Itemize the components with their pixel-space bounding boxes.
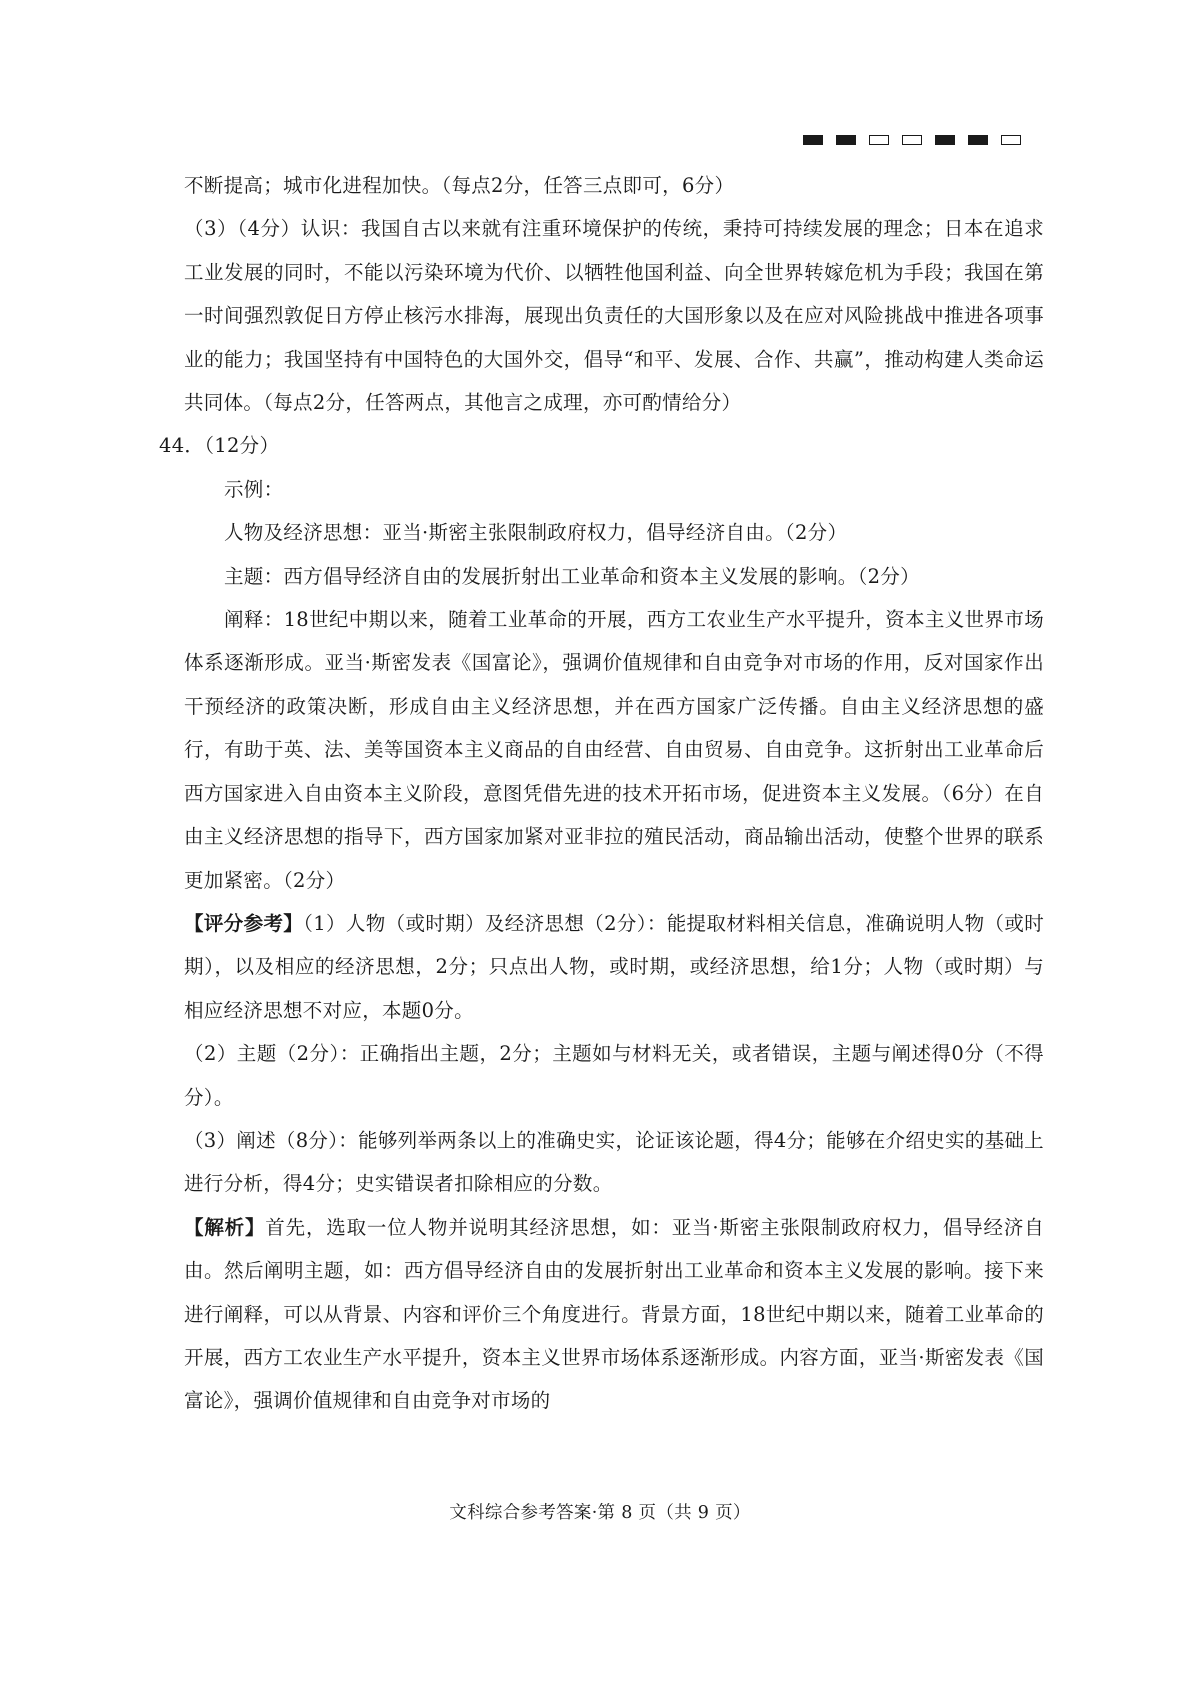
scoring-item-3: （3）阐述（8分）：能够列举两条以上的准确史实，论证该论题，得4分；能够在介绍史实的基础上进行分析，得4分；史实错误者扣除相应的分数。: [184, 1128, 1044, 1196]
scoring-tag: 【评分参考】: [184, 911, 304, 935]
theme-statement: 主题：西方倡导经济自由的发展折射出工业革命和资本主义发展的影响。（2分）: [224, 564, 920, 588]
person-and-thought: 人物及经济思想：亚当·斯密主张限制政府权力，倡导经济自由。（2分）: [224, 521, 848, 545]
example-label: 示例：: [224, 477, 284, 501]
page-content: [159, 164, 1045, 1423]
header-mark-empty: [1001, 135, 1021, 145]
header-mark-empty: [902, 135, 922, 145]
header-mark-filled: [836, 135, 856, 145]
scoring-reference: [184, 902, 1044, 1032]
analysis-text: 首先，选取一位人物并说明其经济思想，如：亚当·斯密主张限制政府权力，倡导经济自由。然后阐明主题，如：西方倡导经济自由的发展折射出工业革命和资本主义发展的影响。接下来进行阐释，可以从背景、内容和评价三个角度进行。背景方面，18世纪中期以来，随着工业革命的开展，西方工农业生产水平提升，资本主义世界市场体系逐渐形成。内容方面，亚当·斯密发表《国富论》，强调价值规律和自由竞争对市场的: [184, 1215, 1045, 1413]
answer-continuation: 不断提高；城市化进程加快。（每点2分，任答三点即可，6分）: [184, 174, 735, 197]
scoring-item-1: （1）人物（或时期）及经济思想（2分）：能提取材料相关信息，准确说明人物（或时期），以及相应的经济思想，2分；只点出人物，或时期，或经济思想，给1分；人物（或时期）与相应经济思想不对应，本题0分。: [184, 911, 1044, 1022]
header-mark-empty: [869, 135, 889, 145]
page-footer: 文科综合参考答案·第 8 页（共 9 页）: [449, 1503, 751, 1523]
analysis-tag: 【解析】: [184, 1215, 266, 1239]
scoring-item-2: （2）主题（2分）：正确指出主题，2分；主题如与材料无关，或者错误，主题与阐述得0分（不得分）。: [184, 1042, 1044, 1109]
explanation-paragraph: 阐释：18世纪中期以来，随着工业革命的开展，西方工农业生产水平提升，资本主义世界市场体系逐渐形成。亚当·斯密发表《国富论》，强调价值规律和自由竞争对市场的作用，反对国家作出干预经济的政策决断，形成自由主义经济思想，并在西方国家广泛传播。自由主义经济思想的盛行，有助于英、法、美等国资本主义商品的自由经营、自由贸易、自由竞争。这折射出工业革命后西方国家进入自由资本主义阶段，意图凭借先进的技术开拓市场，促进资本主义发展。（6分）在自由主义经济思想的指导下，西方国家加紧对亚非拉的殖民活动，商品输出活动，使整个世界的联系更加紧密。（2分）: [184, 608, 1044, 892]
header-mark-filled: [968, 135, 988, 145]
answer-part-3: （3）（4分）认识：我国自古以来就有注重环境保护的传统，秉持可持续发展的理念；日本在追求工业发展的同时，不能以污染环境为代价、以牺牲他国利益、向全世界转嫁危机为手段；我国在第一时间强烈敦促日方停止核污水排海，展现出负责任的大国形象以及在应对风险挑战中推进各项事业的能力；我国坚持有中国特色的大国外交，倡导“和平、发展、合作、共赢”，推动构建人类命运共同体。（每点2分，任答两点，其他言之成理，亦可酌情给分）: [184, 217, 1044, 415]
analysis-paragraph: [184, 1206, 1044, 1423]
question-44-heading: 44．（12分）: [159, 434, 280, 458]
header-mark-filled: [803, 135, 823, 145]
header-marks: [803, 135, 1021, 145]
header-mark-filled: [935, 135, 955, 145]
